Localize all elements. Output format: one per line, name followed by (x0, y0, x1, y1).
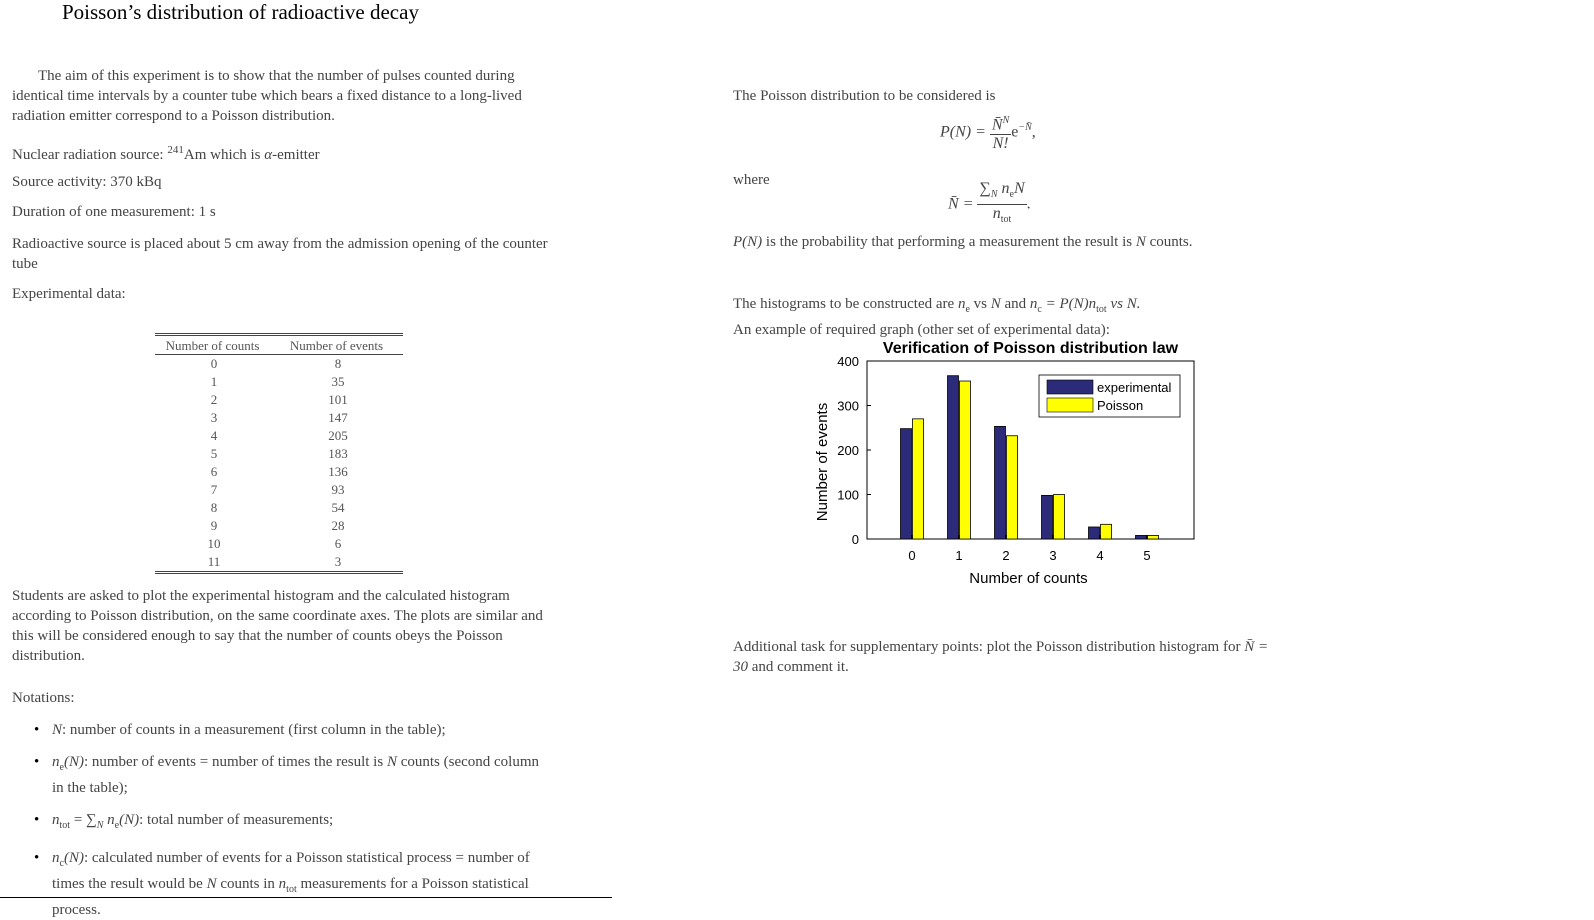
table-row (155, 391, 403, 409)
bar-experimental (948, 376, 959, 539)
y-tick-label: 400 (837, 354, 859, 369)
notation-item-ntot: • $n_{tot} = \sum_N$ $n_e(N)$: total number of measurements; (12, 810, 552, 836)
notations-list (12, 716, 552, 920)
poisson-histogram-chart (800, 334, 1220, 594)
table-row (155, 373, 403, 391)
poisson-formula: P(N) = $\frac{N̄^N}{N!}$ $e^{-N̄}$, (940, 112, 1036, 153)
bar-poisson (1101, 524, 1112, 539)
y-tick-label: 100 (837, 487, 859, 503)
activity-line: Source activity: 370 kBq (12, 174, 162, 190)
experimental-data-label: Experimental data: (12, 286, 126, 302)
cell-events: 8 (334, 356, 342, 371)
students-paragraph: Students are asked to plot the experimental histogram and the calculated histogram according to Poisson distribution, on the same coordinate axes. The plots are similar and this will be considered enough to say that the number of counts obeys the Poisson distribution. (12, 588, 543, 664)
cell-counts: 7 (210, 482, 218, 497)
source-line: Nuclear radiation source: $^{241}$Am which is α-emitter (12, 144, 320, 163)
table-row (155, 427, 403, 445)
legend-label-poisson: Poisson (1097, 398, 1144, 413)
bar-experimental (1042, 495, 1053, 539)
cell-counts: 4 (210, 428, 218, 443)
cell-events: 93 (331, 482, 345, 497)
bar-experimental (995, 426, 1006, 539)
table-header-events: Number of events (289, 338, 384, 353)
notation-item-N: • N: number of counts in a measurement (first column in the table); (12, 720, 552, 740)
x-tick-label: 2 (1002, 548, 1010, 563)
legend-label-experimental: experimental (1097, 380, 1172, 395)
y-tick-label: 300 (837, 398, 859, 414)
additional-task: Additional task for supplementary points: plot the Poisson distribution histogram for N̄ = 30 and comment it. (733, 639, 1269, 675)
cell-counts: 5 (210, 446, 218, 461)
x-tick-label: 4 (1096, 548, 1104, 563)
nbar-formula: N̄ = $\frac{\sum_N n_eN}{n_{tot}}$ . (948, 180, 1031, 229)
where-label: where (733, 172, 770, 188)
bar-poisson (913, 419, 924, 539)
legend-swatch-poisson (1047, 398, 1093, 412)
probability-sentence: P(N) is the probability that performing a measurement the result is N counts. (733, 234, 1193, 250)
table-header-counts: Number of counts (165, 338, 260, 353)
cell-events: 101 (328, 392, 348, 407)
bar-poisson (1054, 495, 1065, 540)
cell-events: 205 (328, 428, 348, 443)
poisson-intro: The Poisson distribution to be considered is (733, 88, 996, 104)
cell-events: 147 (328, 410, 348, 425)
table-row (155, 535, 403, 553)
table-row (155, 355, 403, 374)
cell-counts: 10 (207, 536, 221, 551)
cell-counts: 6 (210, 464, 218, 479)
cell-counts: 9 (210, 518, 218, 533)
table-row (155, 499, 403, 517)
cell-events: 6 (334, 536, 342, 551)
bar-poisson (960, 381, 971, 539)
notations-label: Notations: (12, 690, 75, 706)
table-row (155, 517, 403, 535)
cell-counts: 2 (210, 392, 218, 407)
bottom-rule (0, 897, 612, 898)
cell-counts: 11 (207, 554, 221, 569)
placement-line: Radioactive source is placed about 5 cm away from the admission opening of the counter tube (12, 236, 548, 272)
x-tick-label: 1 (955, 548, 963, 563)
y-axis-label: Number of events (814, 402, 831, 522)
experimental-data-table (155, 333, 403, 574)
notation-item-nc: • $n_c(N)$: calculated number of events for a Poisson statistical process = number of times the result would be N counts in $n_{tot}$ measurements for a Poisson statistical process. (12, 848, 552, 920)
x-axis-label: Number of counts (969, 570, 1088, 587)
table-row (155, 445, 403, 463)
chart-title: Verification of Poisson distribution law (882, 340, 1179, 357)
cell-counts: 0 (210, 356, 218, 371)
cell-counts: 8 (210, 500, 218, 515)
table-row (155, 553, 403, 573)
notation-item-ne: • $n_e(N)$: number of events = number of times the result is N counts (second column in the table); (12, 752, 552, 798)
bar-poisson (1007, 436, 1018, 539)
legend-swatch-experimental (1047, 380, 1093, 394)
cell-events: 54 (331, 500, 345, 515)
cell-events: 136 (328, 464, 348, 479)
bar-poisson (1148, 535, 1159, 539)
bar-experimental (1089, 527, 1100, 539)
intro-paragraph: The aim of this experiment is to show that the number of pulses counted during identical time intervals by a counter tube which bears a fixed distance to a long-lived radiation emitter correspond to a Poisson distribution. (12, 68, 522, 124)
poisson-fraction: $\frac{N̄^N}{N!}$ (990, 112, 1011, 153)
x-tick-label: 3 (1049, 548, 1057, 563)
cell-counts: 3 (210, 410, 218, 425)
cell-events: 183 (328, 446, 348, 461)
cell-events: 3 (334, 554, 342, 569)
x-tick-label: 5 (1143, 548, 1151, 563)
y-tick-label: 200 (837, 443, 859, 458)
y-tick-label: 0 (851, 532, 859, 547)
cell-events: 28 (331, 518, 345, 533)
histogram-sentence: The histograms to be constructed are $n_e$ vs N and $n_c = P(N)n_{tot}$ vs N. An example of required graph (other set of experimental data): (733, 296, 1141, 338)
x-tick-label: 0 (908, 548, 916, 563)
table-row (155, 409, 403, 427)
cell-counts: 1 (210, 374, 218, 389)
table-row (155, 481, 403, 499)
isotope-mass: 241 (167, 144, 184, 156)
table-row (155, 463, 403, 481)
bar-experimental (901, 429, 912, 539)
duration-line: Duration of one measurement: 1 s (12, 204, 216, 220)
bar-experimental (1136, 535, 1147, 539)
nbar-fraction: $\frac{\sum_N n_eN}{n_{tot}}$ (979, 180, 1025, 226)
table-body (155, 355, 403, 573)
page-title: Poisson’s distribution of radioactive decay (62, 0, 419, 24)
cell-events: 35 (331, 374, 345, 389)
